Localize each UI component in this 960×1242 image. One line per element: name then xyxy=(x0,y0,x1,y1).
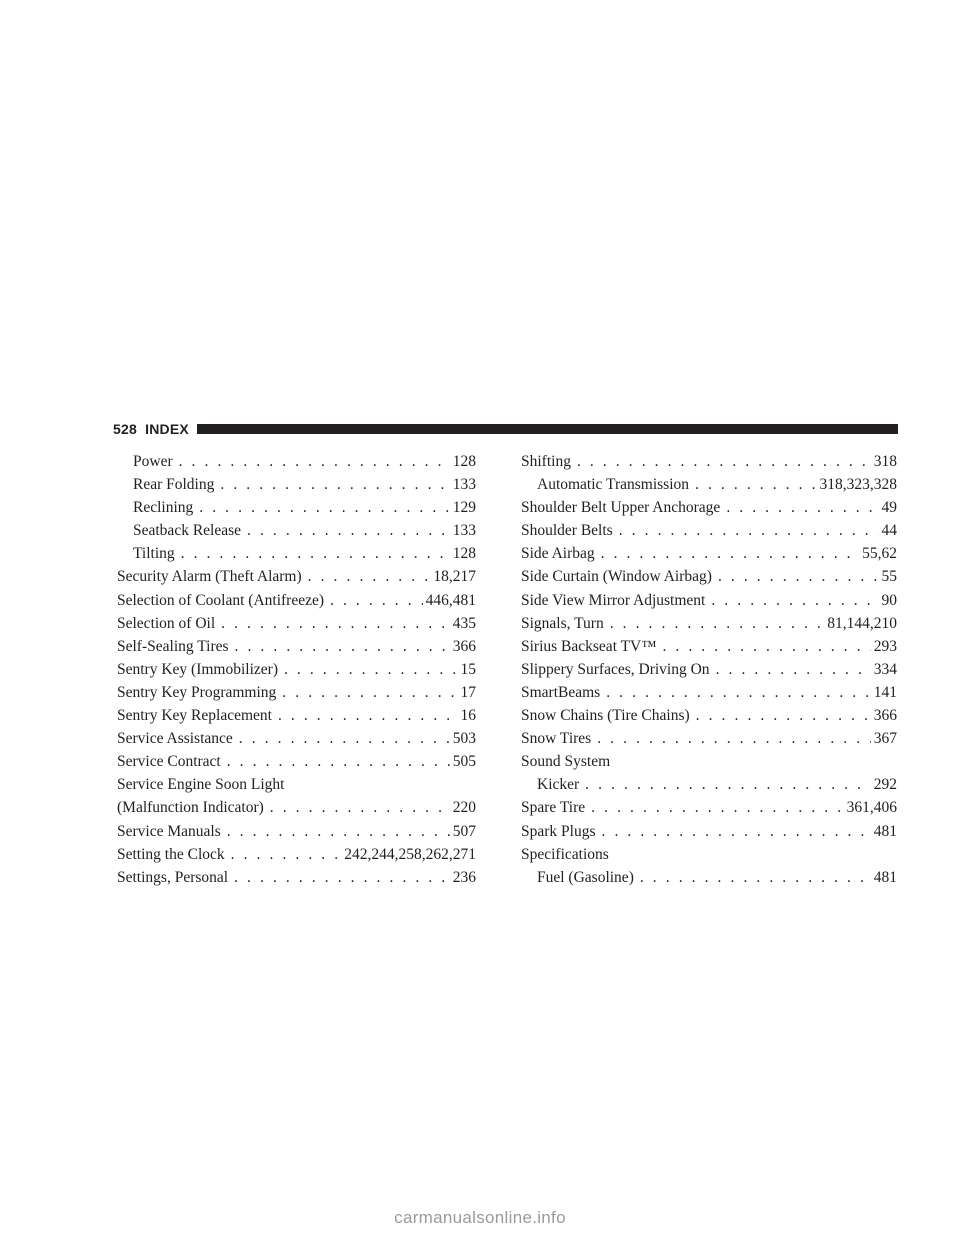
index-term: Service Contract xyxy=(117,753,221,771)
dot-leader xyxy=(716,658,871,681)
index-page-ref: 292 xyxy=(873,776,897,794)
index-term: SmartBeams xyxy=(521,683,601,701)
index-entry xyxy=(117,796,476,819)
index-page-ref: 318,323,328 xyxy=(819,476,897,494)
index-page-ref: 505 xyxy=(452,753,476,771)
index-term: Slippery Surfaces, Driving On xyxy=(521,660,710,678)
index-entry xyxy=(117,496,476,519)
index-term: Self-Sealing Tires xyxy=(117,637,229,655)
index-term: Automatic Transmission xyxy=(537,476,690,494)
index-page-ref: 220 xyxy=(452,799,476,817)
index-term: Snow Chains (Tire Chains) xyxy=(521,707,690,725)
dot-leader xyxy=(308,565,431,588)
index-entry xyxy=(521,704,897,727)
dot-leader xyxy=(662,635,870,658)
index-term: Service Assistance xyxy=(117,730,233,748)
index-entry xyxy=(521,635,897,658)
index-page-ref: 55 xyxy=(881,568,897,586)
index-term: Rear Folding xyxy=(133,476,215,494)
index-entry xyxy=(521,473,897,496)
index-entry xyxy=(521,519,897,542)
index-entry xyxy=(117,843,476,866)
index-page-ref: 129 xyxy=(452,499,476,517)
dot-leader xyxy=(231,843,342,866)
dot-leader xyxy=(597,727,871,750)
dot-leader xyxy=(591,796,843,819)
index-entry xyxy=(521,450,897,473)
dot-leader xyxy=(221,612,450,635)
index-term: Service Manuals xyxy=(117,822,221,840)
dot-leader xyxy=(610,612,825,635)
index-entry xyxy=(521,843,897,866)
index-term: Specifications xyxy=(521,845,609,863)
index-term: Power xyxy=(133,453,173,470)
dot-leader xyxy=(179,450,450,473)
index-term: Selection of Coolant (Antifreeze) xyxy=(117,591,325,609)
index-page-ref: 446,481 xyxy=(425,591,476,609)
dot-leader xyxy=(695,473,816,496)
index-term: Signals, Turn xyxy=(521,614,604,632)
dot-leader xyxy=(330,589,423,612)
index-entry xyxy=(117,866,476,889)
index-entry xyxy=(521,727,897,750)
index-entry xyxy=(117,612,476,635)
index-page-ref: 481 xyxy=(873,868,897,886)
index-page-ref: 133 xyxy=(452,522,476,540)
index-term: Fuel (Gasoline) xyxy=(537,868,634,886)
page-number: 528 xyxy=(113,421,137,437)
index-entry xyxy=(117,519,476,542)
index-page-ref: 435 xyxy=(452,614,476,632)
index-entry xyxy=(117,450,476,473)
index-entry xyxy=(521,658,897,681)
dot-leader xyxy=(726,496,878,519)
dot-leader xyxy=(278,704,458,727)
index-page-ref: 236 xyxy=(452,868,476,886)
index-page-ref: 49 xyxy=(881,499,897,517)
index-entry xyxy=(521,866,897,889)
index-page-ref: 15 xyxy=(460,660,476,678)
index-term: Kicker xyxy=(537,776,580,794)
index-page-ref: 128 xyxy=(452,545,476,563)
dot-leader xyxy=(239,727,450,750)
index-term: Shoulder Belts xyxy=(521,522,613,540)
index-page-ref: 366 xyxy=(452,637,476,655)
dot-leader xyxy=(282,681,457,704)
index-page-ref: 367 xyxy=(873,730,897,748)
index-entry xyxy=(117,727,476,750)
index-page-ref: 318 xyxy=(873,453,897,470)
dot-leader xyxy=(601,542,860,565)
index-term: Side Airbag xyxy=(521,545,595,563)
index-term: Side Curtain (Window Airbag) xyxy=(521,568,712,586)
index-page-ref: 503 xyxy=(452,730,476,748)
index-term: Selection of Oil xyxy=(117,614,216,632)
index-term: Sentry Key Replacement xyxy=(117,707,272,725)
index-term: Spare Tire xyxy=(521,799,586,817)
index-page-ref: 16 xyxy=(460,707,476,725)
index-entry xyxy=(117,773,476,796)
index-page-ref: 242,244,258,262,271 xyxy=(344,845,476,863)
dot-leader xyxy=(577,450,871,473)
index-page-ref: 90 xyxy=(881,591,897,609)
index-entry xyxy=(521,750,897,773)
index-entry xyxy=(521,542,897,565)
index-page-ref: 334 xyxy=(873,660,897,678)
index-term: Service Engine Soon Light xyxy=(117,776,285,794)
index-term: Reclining xyxy=(133,499,194,517)
index-term: Sound System xyxy=(521,753,611,771)
dot-leader xyxy=(235,635,450,658)
index-page-ref: 81,144,210 xyxy=(827,614,897,632)
index-entry xyxy=(117,820,476,843)
dot-leader xyxy=(220,473,449,496)
index-term: Security Alarm (Theft Alarm) xyxy=(117,568,302,586)
index-entry xyxy=(117,704,476,727)
dot-leader xyxy=(606,681,871,704)
dot-leader xyxy=(602,820,871,843)
index-entry xyxy=(117,542,476,565)
dot-leader xyxy=(181,542,450,565)
dot-leader xyxy=(718,565,879,588)
header-label xyxy=(113,421,197,437)
index-page-ref: 481 xyxy=(873,822,897,840)
index-entry xyxy=(521,820,897,843)
index-term: (Malfunction Indicator) xyxy=(117,799,264,817)
dot-leader xyxy=(711,589,878,612)
index-term: Shifting xyxy=(521,453,571,470)
index-term: Sirius Backseat TV™ xyxy=(521,637,657,655)
index-entry xyxy=(521,681,897,704)
index-term: Side View Mirror Adjustment xyxy=(521,591,706,609)
index-entry xyxy=(117,635,476,658)
index-term: Setting the Clock xyxy=(117,845,225,863)
index-entry xyxy=(117,681,476,704)
index-entry xyxy=(521,612,897,635)
index-page-ref: 44 xyxy=(881,522,897,540)
index-term: Spark Plugs xyxy=(521,822,596,840)
index-page-ref: 17 xyxy=(460,683,476,701)
watermark-text: carmanualsonline.info xyxy=(394,1208,566,1227)
index-entry xyxy=(117,589,476,612)
index-entry xyxy=(521,773,897,796)
dot-leader xyxy=(284,658,458,681)
index-page-ref: 128 xyxy=(452,453,476,470)
index-column-left xyxy=(117,450,476,889)
index-term: Shoulder Belt Upper Anchorage xyxy=(521,499,721,517)
index-entry xyxy=(117,565,476,588)
dot-leader xyxy=(234,866,450,889)
index-term: Sentry Key (Immobilizer) xyxy=(117,660,278,678)
index-entry xyxy=(117,473,476,496)
index-page-ref: 18,217 xyxy=(433,568,476,586)
index-entry xyxy=(521,589,897,612)
dot-leader xyxy=(696,704,871,727)
dot-leader xyxy=(585,773,871,796)
page-header xyxy=(113,420,898,438)
index-entry xyxy=(117,750,476,773)
index-entry xyxy=(521,565,897,588)
header-rule xyxy=(197,424,898,434)
index-page-ref: 141 xyxy=(873,683,897,701)
index-term: Tilting xyxy=(133,545,175,563)
index-term: Seatback Release xyxy=(133,522,242,540)
dot-leader xyxy=(270,796,450,819)
dot-leader xyxy=(199,496,449,519)
index-entry xyxy=(117,658,476,681)
section-title: INDEX xyxy=(145,421,189,437)
index-term: Settings, Personal xyxy=(117,868,229,886)
index-page-ref: 361,406 xyxy=(846,799,897,817)
dot-leader xyxy=(227,750,450,773)
index-entry xyxy=(521,796,897,819)
index-page-ref: 55,62 xyxy=(862,545,897,563)
dot-leader xyxy=(227,820,450,843)
dot-leader xyxy=(619,519,879,542)
index-page-ref: 507 xyxy=(452,822,476,840)
index-term: Sentry Key Programming xyxy=(117,683,277,701)
dot-leader xyxy=(247,519,450,542)
index-page-ref: 133 xyxy=(452,476,476,494)
index-column-right xyxy=(521,450,897,889)
index-page-ref: 366 xyxy=(873,707,897,725)
index-entry xyxy=(521,496,897,519)
dot-leader xyxy=(640,866,871,889)
index-term: Snow Tires xyxy=(521,730,592,748)
index-page-ref: 293 xyxy=(873,637,897,655)
